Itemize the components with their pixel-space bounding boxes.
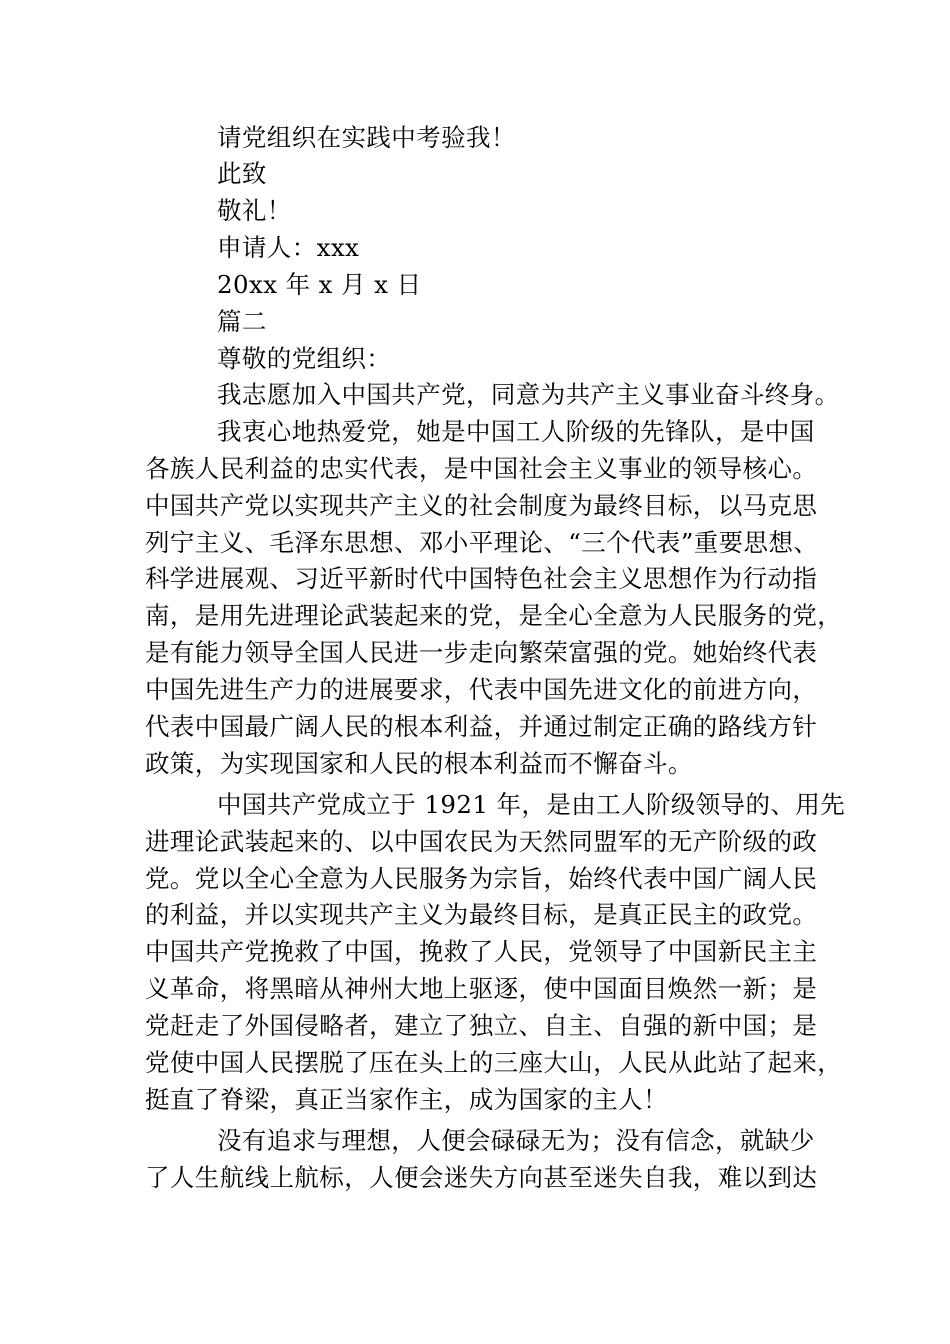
text-line: 各族人民利益的忠实代表，是中国社会主义事业的领导核心。 bbox=[145, 454, 818, 483]
text-line: 中国共产党挽救了中国，挽救了人民，党领导了中国新民主主 bbox=[145, 937, 818, 966]
text-line: 挺直了脊梁，真正当家作主，成为国家的主人！ bbox=[145, 1085, 668, 1114]
text-line: 中国共产党以实现共产主义的社会制度为最终目标，以马克思 bbox=[145, 491, 818, 520]
text-line: 政策，为实现国家和人民的根本利益而不懈奋斗。 bbox=[145, 749, 693, 778]
text-line: 申请人：xxx bbox=[217, 233, 360, 262]
text-line: 的利益，并以实现共产主义为最终目标，是真正民主的政党。 bbox=[145, 900, 818, 929]
text-line: 请党组织在实践中考验我！ bbox=[217, 123, 516, 152]
text-line: 列宁主义、毛泽东思想、邓小平理论、“三个代表”重要思想、 bbox=[145, 528, 819, 557]
text-line: 了人生航线上航标，人便会迷失方向甚至迷失自我，难以到达 bbox=[145, 1163, 818, 1192]
text-line: 党使中国人民摆脱了压在头上的三座大山，人民从此站了起来， bbox=[145, 1048, 843, 1077]
text-line: 科学进展观、习近平新时代中国特色社会主义思想作为行动指 bbox=[145, 564, 818, 593]
text-line: 中国先进生产力的进展要求，代表中国先进文化的前进方向， bbox=[145, 675, 818, 704]
text-line: 代表中国最广阔人民的根本利益，并通过制定正确的路线方针 bbox=[145, 712, 818, 741]
text-line: 是有能力领导全国人民进一步走向繁荣富强的党。她始终代表 bbox=[145, 638, 818, 667]
text-line: 中国共产党成立于 1921 年，是由工人阶级领导的、用先 bbox=[217, 790, 846, 819]
text-line: 义革命，将黑暗从神州大地上驱逐，使中国面目焕然一新；是 bbox=[145, 974, 818, 1003]
text-line: 党赶走了外国侵略者，建立了独立、自主、自强的新中国；是 bbox=[145, 1011, 818, 1040]
text-line: 篇二 bbox=[217, 307, 267, 336]
text-line: 党。党以全心全意为人民服务为宗旨，始终代表中国广阔人民 bbox=[145, 864, 818, 893]
text-line: 没有追求与理想，人便会碌碌无为；没有信念，就缺少 bbox=[217, 1126, 815, 1155]
text-line: 南，是用先进理论武装起来的党，是全心全意为人民服务的党， bbox=[145, 601, 843, 630]
text-line: 我衷心地热爱党，她是中国工人阶级的先锋队，是中国 bbox=[217, 417, 815, 446]
text-line: 20xx 年 x 月 x 日 bbox=[217, 270, 422, 299]
text-line: 我志愿加入中国共产党，同意为共产主义事业奋斗终身。 bbox=[217, 380, 840, 409]
text-line: 敬礼！ bbox=[217, 196, 292, 225]
text-line: 此致 bbox=[217, 159, 267, 188]
text-line: 尊敬的党组织： bbox=[217, 344, 392, 373]
text-line: 进理论武装起来的、以中国农民为天然同盟军的无产阶级的政 bbox=[145, 827, 818, 856]
